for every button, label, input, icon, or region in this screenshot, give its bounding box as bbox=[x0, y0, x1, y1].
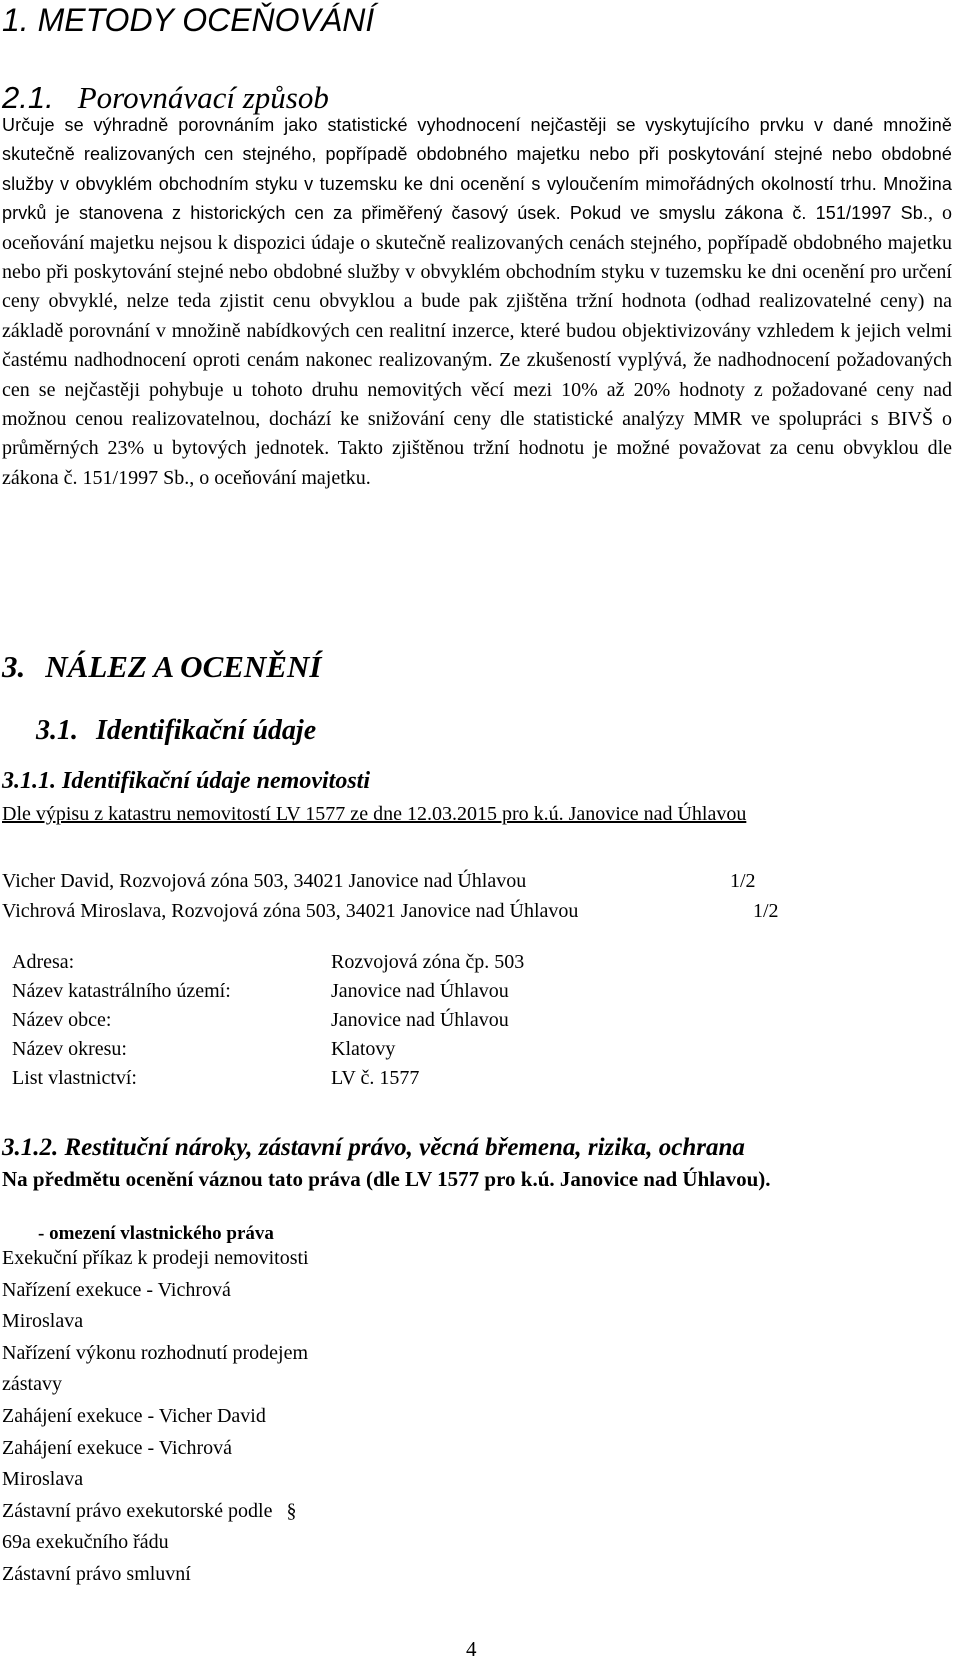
info-label: Název katastrálního území: bbox=[12, 980, 231, 1002]
info-label: List vlastnictví: bbox=[12, 1067, 137, 1089]
heading-text: Porovnávací způsob bbox=[77, 80, 329, 115]
info-value: LV č. 1577 bbox=[331, 1067, 420, 1089]
list-item: Nařízení výkonu rozhodnutí prodejem bbox=[2, 1341, 309, 1364]
heading-nalez-a-oceneni bbox=[2, 649, 321, 685]
paragraph-porovnavaci-zpusob bbox=[2, 111, 952, 493]
owner-share: 1/2 bbox=[730, 870, 756, 892]
paragraph-part-b: , o oceňování majetku nejsou k dispozici údaje o skutečně realizovaných cenách stejného, popřípadě obdobného majetku nebo při poskytování stejné nebo obdobné služby v obvyklém obchodním styku v tuzemsku ke dni ocenění pro určení ceny obvyklé, nelze teda zjistit cenu obvyklou a bude pak zjištěna tržní hodnota (odhad realizovatelné ceny) na základě porovnání v množině nabídkových cen realitní inzerce, které budou objektivizovány vzhledem k jejich velmi častému nadhodnocení oproti cenám nakonec realizovaným. Ze zkušeností vyplývá, že nadhodnocení požadovaných cen se nejčastěji pohybuje u tohoto druhu nemovitých věcí mezi 10% až 20% hodnoty z požadované ceny nad možnou cenou realizovatelnou, dochází ke snižování ceny dle statistické analýzy MMR ve spolupráci s BIVŠ o průměrných 23% u bytových jednotek. Takto zjištěnou tržní hodnotu je možné považovat za cenu obvyklou dle zákona č. 151/1997 Sb., o oceňování majetku. bbox=[2, 202, 953, 489]
heading-identifikacni-udaje-nemovitosti: 3.1.1. Identifikační údaje nemovitosti bbox=[2, 768, 371, 794]
info-value: Janovice nad Úhlavou bbox=[331, 980, 509, 1002]
paragraph-part-a: Určuje se výhradně porovnáním jako statistické vyhodnocení nejčastěji se vyskytujícího prvku v dané množině skutečně realizovaných cen stejného, popřípadě obdobného majetku nebo při poskytování stejné nebo obdobné služby v obvyklém obchodním styku v tuzemsku ke dni ocenění s vyloučením mimořádných okolností trhu. Množina prvků je stanovena z historických cen za přiměřený časový úsek. Pokud ve smyslu zákona č. 151/1997 Sb. bbox=[2, 115, 952, 224]
owner-row bbox=[2, 900, 779, 923]
list-item: Zahájení exekuce - Vichrová bbox=[2, 1436, 232, 1459]
heading-identifikacni-udaje bbox=[36, 715, 316, 747]
owner-name: Vicher David, Rozvojová zóna 503, 34021 Janovice nad Úhlavou bbox=[2, 870, 527, 892]
list-item: 69a exekučního řádu bbox=[2, 1531, 169, 1554]
page-number: 4 bbox=[466, 1637, 477, 1661]
info-value: Klatovy bbox=[331, 1038, 396, 1060]
owner-name: Vichrová Miroslava, Rozvojová zóna 503, 34021 Janovice nad Úhlavou bbox=[2, 900, 579, 922]
rights-list bbox=[2, 1243, 309, 1591]
heading-number: 2.1. bbox=[2, 80, 54, 115]
heading-text: Identifikační údaje bbox=[96, 715, 317, 746]
paragraph-sign: § bbox=[286, 1499, 297, 1522]
info-label: Název obce: bbox=[12, 1009, 112, 1031]
owner-row bbox=[2, 870, 756, 893]
rights-subheading: - omezení vlastnického práva bbox=[38, 1223, 274, 1244]
list-item bbox=[2, 1496, 309, 1528]
heading-restitucni-naroky: 3.1.2. Restituční nároky, zástavní právo, věcná břemena, rizika, ochrana bbox=[2, 1134, 745, 1161]
list-item-text: Zástavní právo exekutorské podle bbox=[2, 1499, 273, 1522]
list-item: Miroslava bbox=[2, 1310, 84, 1333]
list-item: Nařízení exekuce - Vichrová bbox=[2, 1278, 231, 1301]
info-label: Adresa: bbox=[12, 951, 75, 973]
rights-intro: Na předmětu ocenění váznou tato práva (dle LV 1577 pro k.ú. Janovice nad Úhlavou). bbox=[2, 1167, 771, 1191]
lv-reference-line: Dle výpisu z katastru nemovitostí LV 1577 ze dne 12.03.2015 pro k.ú. Janovice nad Úhlavou bbox=[2, 803, 747, 825]
list-item: Exekuční příkaz k prodeji nemovitosti bbox=[2, 1247, 309, 1269]
info-value: Rozvojová zóna čp. 503 bbox=[331, 951, 525, 973]
list-item: zástavy bbox=[2, 1373, 62, 1396]
heading-number: 3.1. bbox=[36, 715, 78, 746]
info-label: Název okresu: bbox=[12, 1038, 127, 1060]
heading-number: 3. bbox=[2, 649, 26, 684]
owner-share: 1/2 bbox=[753, 900, 779, 922]
list-item: Miroslava bbox=[2, 1468, 84, 1491]
list-item: Zástavní právo smluvní bbox=[2, 1562, 191, 1585]
info-value: Janovice nad Úhlavou bbox=[331, 1009, 509, 1031]
heading-metody-ocenovani: 1. METODY OCEŇOVÁNÍ bbox=[2, 2, 375, 38]
list-item: Zahájení exekuce - Vicher David bbox=[2, 1404, 266, 1427]
heading-text: NÁLEZ A OCENĚNÍ bbox=[45, 649, 322, 684]
